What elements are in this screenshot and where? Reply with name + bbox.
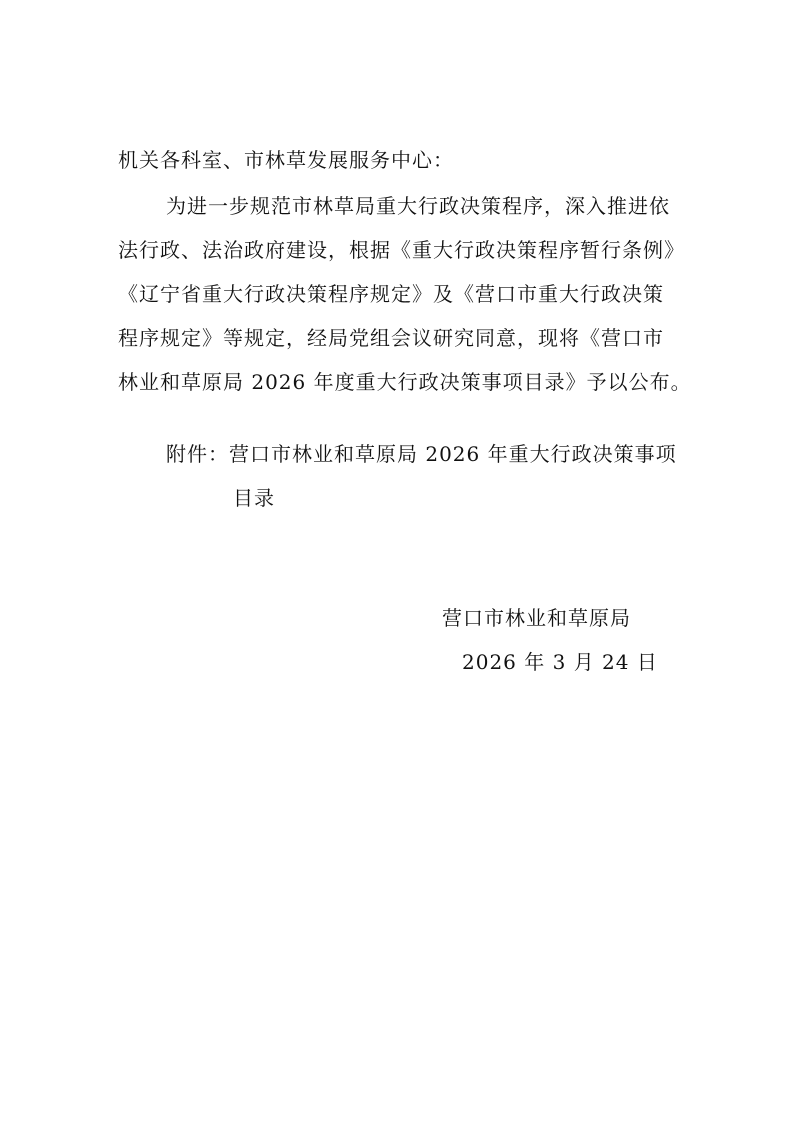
body-line-2: 法行政、法治政府建设，根据《重大行政决策程序暂行条例》	[118, 238, 685, 262]
attachment-line-1: 附件：营口市林业和草原局 2026 年重大行政决策事项	[166, 442, 677, 466]
body-line-1: 为进一步规范市林草局重大行政决策程序，深入推进依	[166, 194, 670, 218]
salutation: 机关各科室、市林草发展服务中心：	[118, 148, 454, 172]
body-line-3: 《辽宁省重大行政决策程序规定》及《营口市重大行政决策	[118, 282, 664, 306]
attachment-line-2: 目录	[233, 486, 275, 510]
body-line-4: 程序规定》等规定，经局党组会议研究同意，现将《营口市	[118, 326, 664, 350]
signature-date: 2026 年 3 月 24 日	[462, 650, 658, 674]
signature-organization: 营口市林业和草原局	[442, 606, 631, 630]
body-line-5: 林业和草原局 2026 年度重大行政决策事项目录》予以公布。	[118, 370, 692, 394]
